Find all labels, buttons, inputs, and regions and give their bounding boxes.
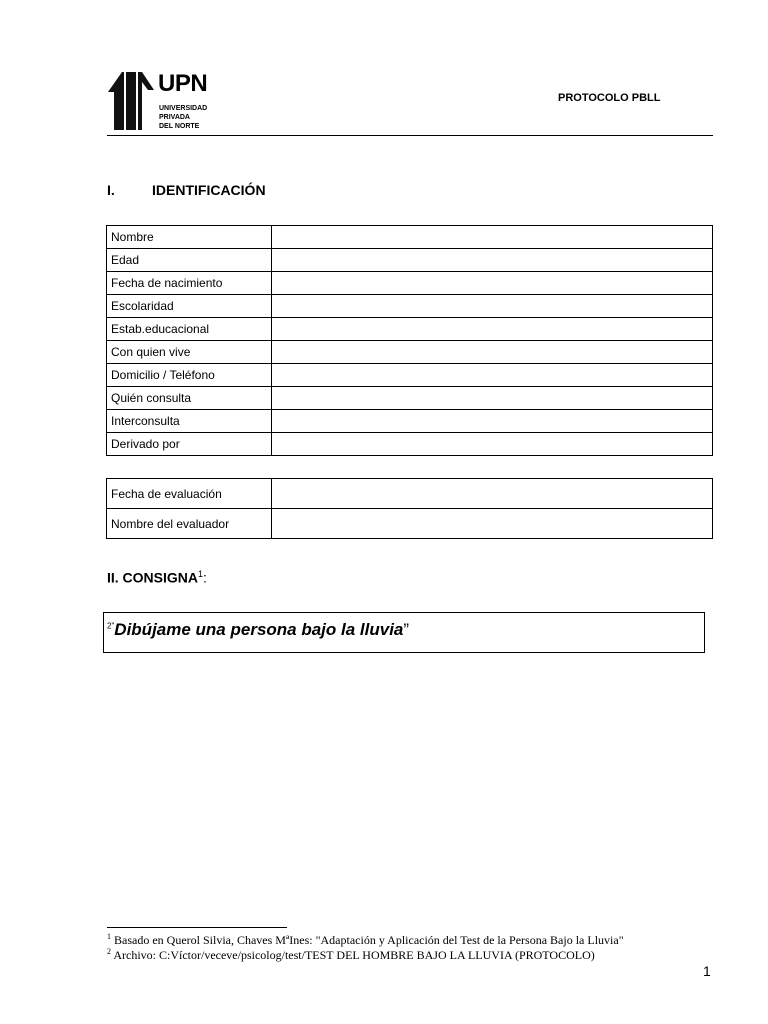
row-label: Fecha de nacimiento bbox=[107, 272, 272, 295]
table-row bbox=[107, 226, 713, 249]
footnote-2 bbox=[107, 947, 595, 963]
row-label: Interconsulta bbox=[107, 410, 272, 433]
section2-title-text: II. CONSIGNA bbox=[107, 569, 199, 586]
footnote-1-ref: 1 bbox=[107, 932, 111, 941]
upn-logo-arrow-icon bbox=[108, 70, 156, 132]
logo-brand: UPN bbox=[158, 70, 208, 97]
table-row bbox=[107, 387, 713, 410]
section2-colon: : bbox=[203, 569, 207, 586]
table-row bbox=[107, 410, 713, 433]
row-label: Derivado por bbox=[107, 433, 272, 456]
footnote-1-text: Basado en Querol Silvia, Chaves MªInes: "Adaptación y Aplicación del Test de la Persona Bajo la Lluvia" bbox=[114, 933, 624, 947]
table-row bbox=[107, 295, 713, 318]
table-row bbox=[107, 341, 713, 364]
row-value-field[interactable] bbox=[272, 295, 713, 318]
row-label: Estab.educacional bbox=[107, 318, 272, 341]
table-row bbox=[107, 272, 713, 295]
instruction-text bbox=[107, 620, 409, 640]
footnote-2-text: Archivo: C:Víctor/veceve/psicolog/test/TEST DEL HOMBRE BAJO LA LLUVIA (PROTOCOLO) bbox=[113, 948, 595, 962]
row-value-field[interactable] bbox=[272, 509, 713, 539]
table-row bbox=[107, 479, 713, 509]
logo-line-3: DEL NORTE bbox=[159, 123, 200, 130]
row-label: Edad bbox=[107, 249, 272, 272]
row-label: Quién consulta bbox=[107, 387, 272, 410]
row-value-field[interactable] bbox=[272, 341, 713, 364]
instruction-open-quote: " bbox=[111, 621, 115, 631]
instruction-box bbox=[103, 612, 705, 653]
table-row bbox=[107, 433, 713, 456]
instruction-phrase: Dibújame una persona bajo la lluvia bbox=[114, 620, 404, 639]
table-row bbox=[107, 509, 713, 539]
section1-title: IDENTIFICACIÓN bbox=[152, 182, 266, 198]
page-number: 1 bbox=[703, 963, 711, 979]
instruction-close-quote: ” bbox=[403, 620, 410, 639]
row-value-field[interactable] bbox=[272, 318, 713, 341]
row-label: Nombre bbox=[107, 226, 272, 249]
table-row bbox=[107, 318, 713, 341]
section2-title bbox=[107, 569, 207, 586]
identification-table bbox=[106, 225, 713, 456]
row-label: Escolaridad bbox=[107, 295, 272, 318]
evaluation-table bbox=[106, 478, 713, 539]
footnote-1 bbox=[107, 932, 624, 948]
document-title: PROTOCOLO PBLL bbox=[558, 92, 661, 104]
table-row bbox=[107, 249, 713, 272]
footnote-ref-1: 1 bbox=[198, 569, 204, 579]
footnote-divider bbox=[107, 927, 287, 928]
table-row bbox=[107, 364, 713, 387]
row-label: Nombre del evaluador bbox=[107, 509, 272, 539]
row-label: Domicilio / Teléfono bbox=[107, 364, 272, 387]
row-value-field[interactable] bbox=[272, 364, 713, 387]
row-value-field[interactable] bbox=[272, 410, 713, 433]
row-value-field[interactable] bbox=[272, 226, 713, 249]
upn-logo bbox=[108, 70, 218, 132]
row-label: Fecha de evaluación bbox=[107, 479, 272, 509]
logo-line-1: UNIVERSIDAD bbox=[159, 105, 208, 112]
row-value-field[interactable] bbox=[272, 479, 713, 509]
row-value-field[interactable] bbox=[272, 272, 713, 295]
header-divider bbox=[107, 135, 713, 136]
footnote-ref-2: 2 bbox=[107, 621, 112, 631]
row-value-field[interactable] bbox=[272, 249, 713, 272]
row-value-field[interactable] bbox=[272, 387, 713, 410]
row-value-field[interactable] bbox=[272, 433, 713, 456]
section1-number: I. bbox=[107, 182, 115, 198]
footnote-2-ref: 2 bbox=[107, 947, 111, 956]
logo-line-2: PRIVADA bbox=[159, 114, 190, 121]
row-label: Con quien vive bbox=[107, 341, 272, 364]
